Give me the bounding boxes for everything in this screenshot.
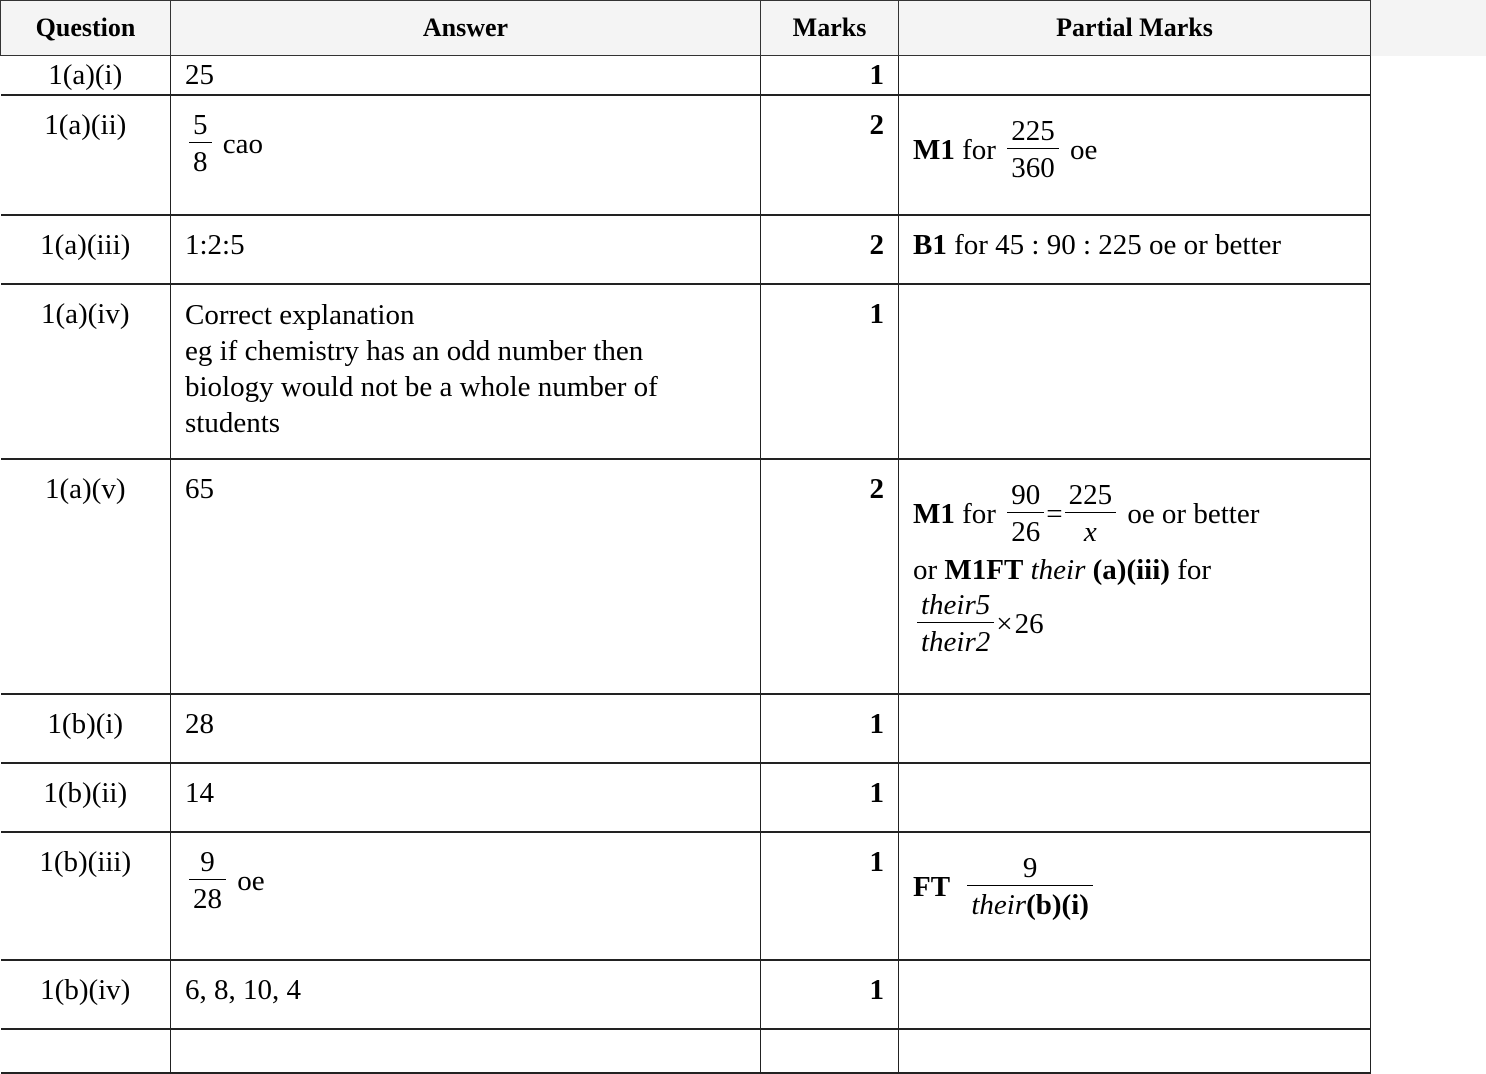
question-cell: 1(b)(ii) xyxy=(1,763,171,832)
partial-marks-cell xyxy=(899,215,1371,284)
times-sign: × xyxy=(996,608,1013,640)
partial-suffix: oe or better xyxy=(1127,498,1260,530)
answer-line: Correct explanation xyxy=(185,299,415,331)
question-cell: 1(a)(ii) xyxy=(1,95,171,215)
question-cell: 1(a)(iv) xyxy=(1,284,171,459)
partial-line-1 xyxy=(913,478,1356,551)
partial-fraction xyxy=(967,851,1093,924)
question-cell: 1(b)(iii) xyxy=(1,832,171,960)
partial-text: for xyxy=(962,498,996,530)
partial-text: their xyxy=(1030,554,1086,586)
partial-fraction xyxy=(1007,478,1044,551)
question-cell: 1(b)(iv) xyxy=(1,960,171,1029)
answer-cell xyxy=(171,1029,761,1073)
partial-fraction xyxy=(917,588,994,661)
partial-line-2 xyxy=(913,553,1356,588)
partial-fraction xyxy=(1065,478,1117,551)
table-row xyxy=(1,215,1371,284)
answer-line: eg if chemistry has an odd number then xyxy=(185,335,644,367)
answer-cell: 1:2:5 xyxy=(171,215,761,284)
fraction-numerator: 90 xyxy=(1011,479,1041,511)
fraction-denominator: 28 xyxy=(189,879,226,918)
answer-suffix: cao xyxy=(222,128,263,160)
fraction-denominator: 360 xyxy=(1007,148,1059,187)
question-cell: 1(a)(iii) xyxy=(1,215,171,284)
mark-code: M1 xyxy=(913,498,955,530)
partial-reference: (b)(i) xyxy=(1026,889,1089,921)
answer-cell: 25 xyxy=(171,56,761,96)
fraction-numerator: 9 xyxy=(1022,852,1038,884)
marks-cell: 1 xyxy=(761,960,899,1029)
answer-cell: 28 xyxy=(171,694,761,763)
table-row xyxy=(1,1029,1371,1073)
fraction-numerator: 225 xyxy=(1068,479,1113,511)
marks-cell: 2 xyxy=(761,95,899,215)
table-row xyxy=(1,960,1371,1029)
marks-cell xyxy=(761,1029,899,1073)
partial-marks-cell xyxy=(899,459,1371,694)
partial-marks-cell xyxy=(899,284,1371,459)
marks-cell: 1 xyxy=(761,694,899,763)
partial-marks-cell xyxy=(899,960,1371,1029)
mark-code: M1FT xyxy=(944,554,1024,586)
fraction-numerator: their5 xyxy=(921,589,991,621)
partial-line-3 xyxy=(913,588,1356,661)
table-row xyxy=(1,459,1371,694)
marks-cell: 1 xyxy=(761,56,899,96)
answer-suffix: oe xyxy=(237,865,265,897)
marks-cell: 1 xyxy=(761,763,899,832)
partial-marks-cell xyxy=(899,763,1371,832)
mark-code: B1 xyxy=(913,229,947,261)
fraction-numerator: 9 xyxy=(200,846,215,878)
header-row xyxy=(1,1,1371,56)
answer-cell xyxy=(171,95,761,215)
table-row xyxy=(1,56,1371,96)
partial-text: their xyxy=(971,889,1027,921)
mark-code: FT xyxy=(913,871,951,903)
question-cell: 1(a)(v) xyxy=(1,459,171,694)
partial-text: for 45 : 90 : 225 oe or better xyxy=(954,229,1282,261)
answer-cell: 6, 8, 10, 4 xyxy=(171,960,761,1029)
marks-cell: 2 xyxy=(761,215,899,284)
answer-fraction xyxy=(189,108,212,181)
answer-cell: 65 xyxy=(171,459,761,694)
answer-line: students xyxy=(185,407,281,439)
answer-cell: 14 xyxy=(171,763,761,832)
table-row xyxy=(1,763,1371,832)
mark-code: M1 xyxy=(913,134,955,166)
fraction-denominator xyxy=(967,885,1093,924)
marks-cell: 2 xyxy=(761,459,899,694)
partial-text: 26 xyxy=(1014,608,1044,640)
partial-fraction xyxy=(1007,114,1059,187)
partial-text: for xyxy=(962,134,996,166)
partial-marks-cell xyxy=(899,95,1371,215)
fraction-numerator: 5 xyxy=(193,109,208,141)
partial-marks-cell xyxy=(899,832,1371,960)
partial-marks-cell xyxy=(899,694,1371,763)
answer-cell xyxy=(171,284,761,459)
fraction-denominator: x xyxy=(1065,512,1117,551)
table-row xyxy=(1,694,1371,763)
question-cell: 1(a)(i) xyxy=(1,56,171,96)
partial-reference: (a)(iii) xyxy=(1092,554,1170,586)
answer-fraction xyxy=(189,845,226,918)
question-header: Question xyxy=(1,1,171,56)
question-cell xyxy=(1,1029,171,1073)
partial-text: for xyxy=(1177,554,1212,586)
table-row xyxy=(1,95,1371,215)
partial-marks-cell xyxy=(899,1029,1371,1073)
marks-header: Marks xyxy=(761,1,899,56)
table-row xyxy=(1,832,1371,960)
partial-marks-cell xyxy=(899,56,1371,96)
table-row xyxy=(1,284,1371,459)
answer-cell xyxy=(171,832,761,960)
partial-marks-header: Partial Marks xyxy=(899,1,1371,56)
answer-header: Answer xyxy=(171,1,761,56)
answer-line: biology would not be a whole number of xyxy=(185,371,658,403)
partial-text: or xyxy=(913,554,938,586)
fraction-numerator: 225 xyxy=(1011,115,1055,147)
equals-sign: = xyxy=(1046,498,1063,530)
marks-cell: 1 xyxy=(761,832,899,960)
question-cell: 1(b)(i) xyxy=(1,694,171,763)
fraction-denominator: their2 xyxy=(917,622,994,661)
fraction-denominator: 26 xyxy=(1007,512,1044,551)
marks-cell: 1 xyxy=(761,284,899,459)
fraction-denominator: 8 xyxy=(189,142,212,181)
partial-suffix: oe xyxy=(1069,134,1098,166)
